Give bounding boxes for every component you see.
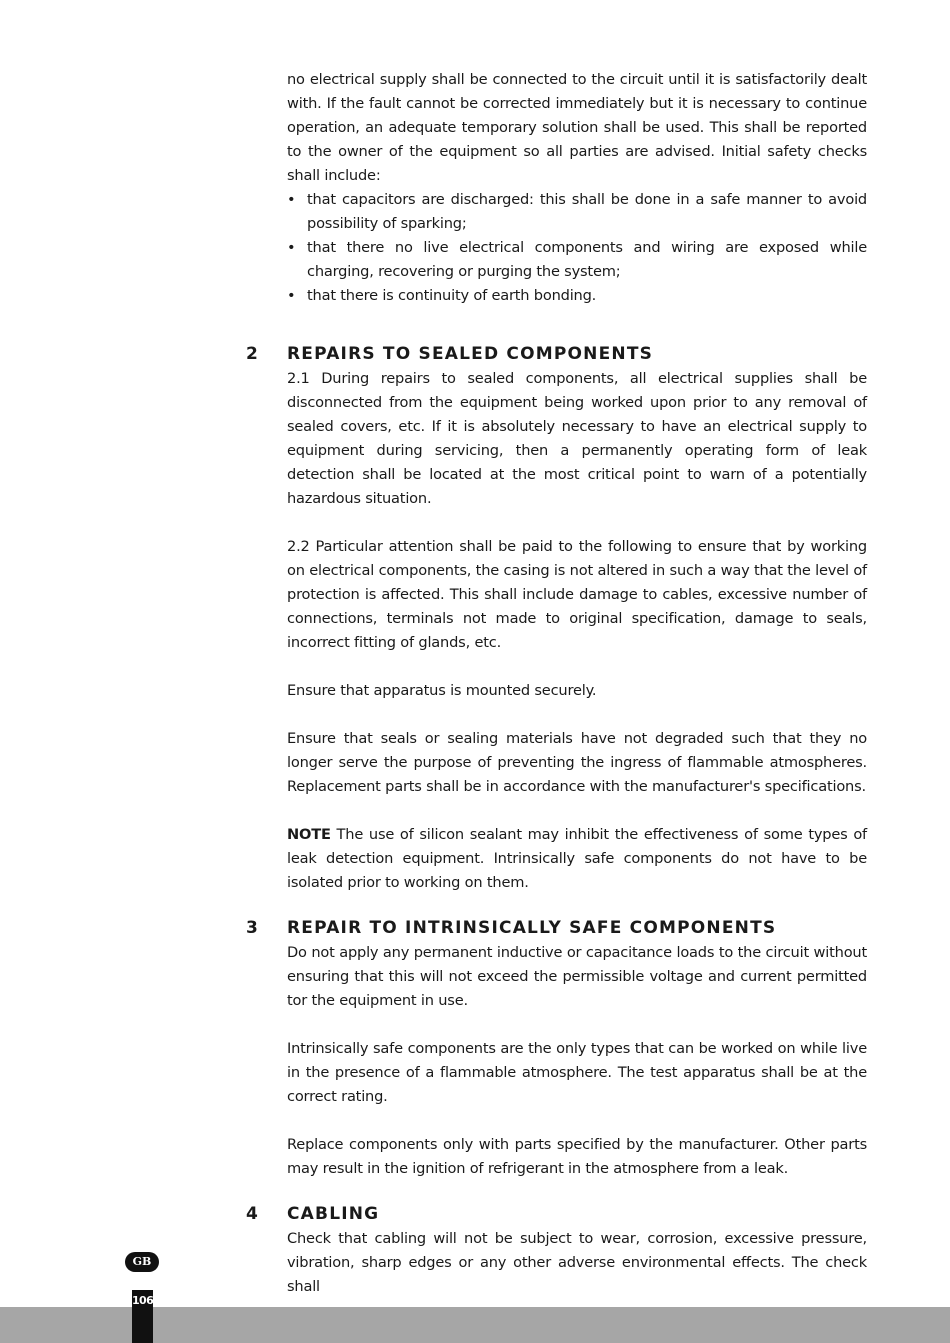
section-number: 2 (246, 344, 259, 364)
bullet-icon: • (287, 191, 296, 208)
page-number: 106 (132, 1294, 154, 1307)
list-item (287, 236, 867, 284)
paragraph: 2.1 During repairs to sealed components, all electrical supplies shall be disconnected from the equipment being worked upon prior to any removal of sealed covers, etc. If it is absolutely necessary to have an electrical supply to equipment during servicing, then a permanently operating form of leak detection shall be located at the most critical point to warn of a potentially hazardous situation. (287, 370, 867, 507)
paragraph: Intrinsically safe components are the only types that can be worked on while live in the presence of a flammable atmosphere. The test apparatus shall be at the correct rating. (287, 1040, 867, 1105)
list-item-text: that capacitors are discharged: this shall be done in a safe manner to avoid possibility of sparking; (307, 191, 867, 232)
paragraph: Ensure that seals or sealing materials have not degraded such that they no longer serve the purpose of preventing the ingress of flammable atmospheres. Replacement parts shall be in accordance with the manufacturer's specifications. (287, 730, 867, 795)
paragraph: Ensure that apparatus is mounted securely. (287, 682, 597, 699)
list-item-text: that there no live electrical components and wiring are exposed while charging, recovering or purging the system; (307, 239, 867, 280)
section-title: CABLING (287, 1204, 380, 1224)
note-paragraph (287, 823, 867, 895)
document-body (246, 68, 867, 1299)
list-item (287, 284, 867, 308)
note-label: NOTE (287, 826, 331, 843)
paragraph: Do not apply any permanent inductive or capacitance loads to the circuit without ensuring that this will not exceed the permissible voltage and current permitted tor the equipment in use. (287, 944, 867, 1009)
paragraph: Check that cabling will not be subject to wear, corrosion, excessive pressure, vibration, sharp edges or any other adverse environmental effects. The check shall (287, 1230, 867, 1295)
list-item (287, 188, 867, 236)
section-4 (246, 1201, 867, 1299)
note-text: The use of silicon sealant may inhibit the effectiveness of some types of leak detection equipment. Intrinsically safe components do not have to be isolated prior to working on them. (287, 826, 867, 891)
language-badge: GB (125, 1252, 159, 1272)
section-number: 4 (246, 1204, 259, 1224)
section-number: 3 (246, 918, 259, 938)
list-item-text: that there is continuity of earth bonding. (307, 287, 597, 304)
section-3 (246, 915, 867, 1181)
bullet-icon: • (287, 287, 296, 304)
bullet-icon: • (287, 239, 296, 256)
section-title: REPAIR TO INTRINSICALLY SAFE COMPONENTS (287, 918, 777, 938)
safety-checks-list (287, 188, 867, 308)
paragraph: 2.2 Particular attention shall be paid to the following to ensure that by working on electrical components, the casing is not altered in such a way that the level of protection is affected. This shall include damage to cables, excessive number of connections, terminals not made to original specification, damage to seals, incorrect fitting of glands, etc. (287, 538, 867, 651)
paragraph: Replace components only with parts specified by the manufacturer. Other parts may result in the ignition of refrigerant in the atmosphere from a leak. (287, 1136, 867, 1177)
section-title: REPAIRS TO SEALED COMPONENTS (287, 344, 654, 364)
intro-paragraph: no electrical supply shall be connected to the circuit until it is satisfactorily dealt with. If the fault cannot be corrected immediately but it is necessary to continue operation, an adequate temporary solution shall be used. This shall be reported to the owner of the equipment so all parties are advised. Initial safety checks shall include: (287, 71, 867, 184)
section-2 (246, 341, 867, 895)
